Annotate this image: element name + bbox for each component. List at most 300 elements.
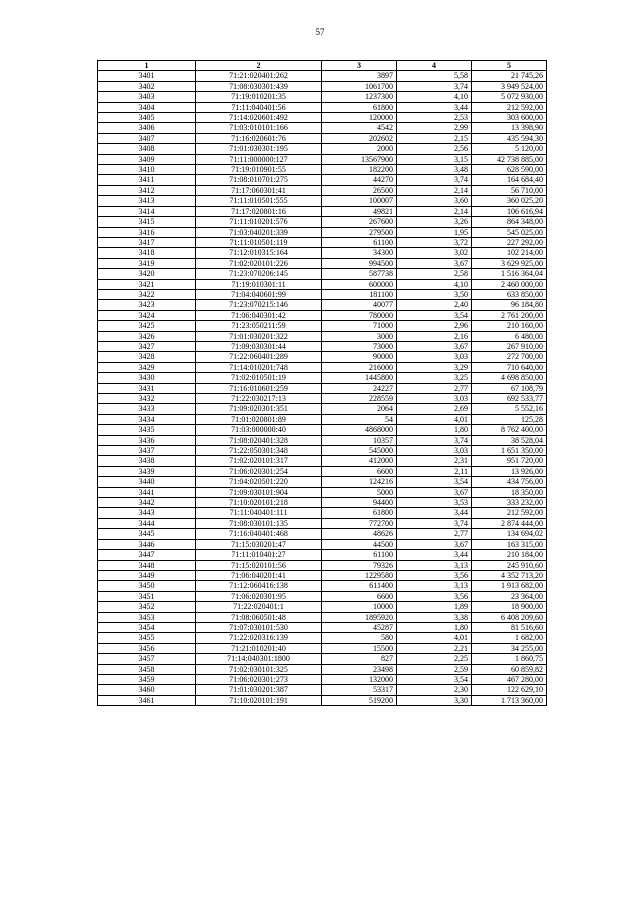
table-cell: 13 398,90 (472, 123, 547, 133)
table-cell: 3405 (98, 113, 196, 123)
table-cell: 100007 (322, 196, 397, 206)
table-cell: 210 160,00 (472, 321, 547, 331)
table-row (98, 477, 547, 487)
table-cell: 1895920 (322, 612, 397, 622)
table-cell: 71:16:020601:76 (196, 133, 322, 143)
table-cell: 10000 (322, 602, 397, 612)
table-cell: 2,21 (397, 643, 472, 653)
table-cell: 3415 (98, 217, 196, 227)
table-cell: 3413 (98, 196, 196, 206)
table-cell: 3,74 (397, 518, 472, 528)
table-cell: 227 292,00 (472, 237, 547, 247)
table-row (98, 331, 547, 341)
table-cell: 3430 (98, 373, 196, 383)
table-cell: 71:22:030217:13 (196, 394, 322, 404)
table-cell: 279500 (322, 227, 397, 237)
table-cell: 4,01 (397, 414, 472, 424)
table-cell: 44270 (322, 175, 397, 185)
table-cell: 1229580 (322, 570, 397, 580)
table-cell: 3425 (98, 321, 196, 331)
table-cell: 212 592,00 (472, 102, 547, 112)
column-header-2: 2 (196, 61, 322, 71)
table-cell: 4542 (322, 123, 397, 133)
table-row (98, 581, 547, 591)
table-cell: 2,25 (397, 654, 472, 664)
table-row (98, 695, 547, 705)
table-row (98, 175, 547, 185)
table-cell: 71:01:030301:195 (196, 144, 322, 154)
table-cell: 3424 (98, 310, 196, 320)
table-header-row (98, 61, 547, 71)
table-cell: 3446 (98, 539, 196, 549)
table-cell: 3449 (98, 570, 196, 580)
table-cell: 71:11:010501:555 (196, 196, 322, 206)
table-row (98, 487, 547, 497)
table-cell: 3450 (98, 581, 196, 591)
table-cell: 3439 (98, 466, 196, 476)
table-cell: 3428 (98, 352, 196, 362)
table-cell: 40077 (322, 300, 397, 310)
column-header-3: 3 (322, 61, 397, 71)
table-cell: 71:11:040401:56 (196, 102, 322, 112)
table-cell: 71:14:010201:748 (196, 362, 322, 372)
table-cell: 3,54 (397, 310, 472, 320)
table-cell: 2000 (322, 144, 397, 154)
table-cell: 3,67 (397, 539, 472, 549)
table-cell: 71:01:030201:322 (196, 331, 322, 341)
table-cell: 2,59 (397, 664, 472, 674)
table-cell: 34300 (322, 248, 397, 258)
table-row (98, 674, 547, 684)
table-cell: 3452 (98, 602, 196, 612)
table-cell: 3427 (98, 341, 196, 351)
table-cell: 73000 (322, 341, 397, 351)
table-cell: 71:21:020401:262 (196, 71, 322, 81)
table-cell: 3419 (98, 258, 196, 268)
table-cell: 67 108,79 (472, 383, 547, 393)
table-cell: 5 552,16 (472, 404, 547, 414)
table-row (98, 633, 547, 643)
table-cell: 3,56 (397, 591, 472, 601)
table-cell: 90000 (322, 352, 397, 362)
table-cell: 71:08:060501:48 (196, 612, 322, 622)
column-header-4: 4 (397, 61, 472, 71)
table-row (98, 227, 547, 237)
table-cell: 71:11:010501:119 (196, 237, 322, 247)
table-cell: 3403 (98, 92, 196, 102)
table-cell: 71:23:050211:59 (196, 321, 322, 331)
page-number: 57 (315, 27, 325, 37)
table-row (98, 196, 547, 206)
table-cell: 202602 (322, 133, 397, 143)
table-row (98, 685, 547, 695)
table-cell: 3432 (98, 394, 196, 404)
table-cell: 3,03 (397, 352, 472, 362)
table-cell: 1,80 (397, 622, 472, 632)
table-cell: 3429 (98, 362, 196, 372)
table-cell: 48626 (322, 529, 397, 539)
table-cell: 2 874 444,00 (472, 518, 547, 528)
table-row (98, 654, 547, 664)
table-cell: 4868000 (322, 425, 397, 435)
table-cell: 8 762 400,00 (472, 425, 547, 435)
table-cell: 1 651 350,00 (472, 446, 547, 456)
table-cell: 182200 (322, 165, 397, 175)
table-row (98, 81, 547, 91)
table-cell: 216000 (322, 362, 397, 372)
column-header-5: 5 (472, 61, 547, 71)
table-cell: 3457 (98, 654, 196, 664)
table-cell: 3421 (98, 279, 196, 289)
table-cell: 3,29 (397, 362, 472, 372)
table-cell: 71:21:010201:40 (196, 643, 322, 653)
table-cell: 49821 (322, 206, 397, 216)
table-cell: 2 460 000,00 (472, 279, 547, 289)
table-row (98, 300, 547, 310)
table-cell: 3423 (98, 300, 196, 310)
table-cell: 3,13 (397, 560, 472, 570)
table-cell: 3 629 925,00 (472, 258, 547, 268)
table-cell: 3453 (98, 612, 196, 622)
table-cell: 61800 (322, 508, 397, 518)
table-cell: 71:10:020101:191 (196, 695, 322, 705)
table-cell: 2,14 (397, 206, 472, 216)
table-row (98, 362, 547, 372)
table-cell: 71:16:010601:259 (196, 383, 322, 393)
table-cell: 3,53 (397, 498, 472, 508)
table-row (98, 602, 547, 612)
table-row (98, 508, 547, 518)
table-row (98, 383, 547, 393)
table-cell: 3406 (98, 123, 196, 133)
table-cell: 628 590,00 (472, 165, 547, 175)
table-cell: 71:06:020301:273 (196, 674, 322, 684)
table-cell: 61100 (322, 237, 397, 247)
table-cell: 3,13 (397, 581, 472, 591)
table-cell: 3,25 (397, 373, 472, 383)
table-cell: 3447 (98, 550, 196, 560)
table-cell: 71:22:020401:1 (196, 602, 322, 612)
table-cell: 24227 (322, 383, 397, 393)
table-cell: 71:22:060401:289 (196, 352, 322, 362)
table-cell: 434 756,00 (472, 477, 547, 487)
table-row (98, 446, 547, 456)
table-cell: 1,89 (397, 602, 472, 612)
table-cell: 2,58 (397, 269, 472, 279)
table-row (98, 321, 547, 331)
table-cell: 71:08:030101:135 (196, 518, 322, 528)
table-cell: 3414 (98, 206, 196, 216)
table-cell: 333 232,00 (472, 498, 547, 508)
table-cell: 2,31 (397, 456, 472, 466)
table-cell: 71:14:020601:492 (196, 113, 322, 123)
land-valuation-table (97, 60, 547, 706)
table-row (98, 560, 547, 570)
table-cell: 4 352 713,20 (472, 570, 547, 580)
table-row (98, 622, 547, 632)
table-cell: 1 713 360,00 (472, 695, 547, 705)
table-row (98, 539, 547, 549)
table-cell: 2,96 (397, 321, 472, 331)
table-cell: 3420 (98, 269, 196, 279)
column-header-1: 1 (98, 61, 196, 71)
table-cell: 18 900,00 (472, 602, 547, 612)
table-cell: 3417 (98, 237, 196, 247)
table-cell: 864 348,00 (472, 217, 547, 227)
table-cell: 4,10 (397, 279, 472, 289)
table-cell: 3,50 (397, 289, 472, 299)
table-cell: 23498 (322, 664, 397, 674)
table-cell: 3454 (98, 622, 196, 632)
table-cell: 780000 (322, 310, 397, 320)
table-cell: 181100 (322, 289, 397, 299)
table-cell: 3422 (98, 289, 196, 299)
table-cell: 2,40 (397, 300, 472, 310)
table-row (98, 404, 547, 414)
table-row (98, 373, 547, 383)
table-cell: 3456 (98, 643, 196, 653)
table-row (98, 456, 547, 466)
table-cell: 21 745,26 (472, 71, 547, 81)
table-cell: 56 710,00 (472, 185, 547, 195)
table-cell: 71:12:010315:164 (196, 248, 322, 258)
table-cell: 994500 (322, 258, 397, 268)
table-row (98, 217, 547, 227)
table-row (98, 289, 547, 299)
table-row (98, 206, 547, 216)
table-cell: 3418 (98, 248, 196, 258)
table-cell: 61100 (322, 550, 397, 560)
table-cell: 3,67 (397, 487, 472, 497)
table-row (98, 591, 547, 601)
table-cell: 10357 (322, 435, 397, 445)
table-cell: 81 516,60 (472, 622, 547, 632)
table-cell: 3442 (98, 498, 196, 508)
table-cell: 60 859,82 (472, 664, 547, 674)
table-cell: 122 629,10 (472, 685, 547, 695)
table-row (98, 435, 547, 445)
table-cell: 3448 (98, 560, 196, 570)
table-cell: 71:11:010201:576 (196, 217, 322, 227)
table-cell: 467 280,00 (472, 674, 547, 684)
table-row (98, 133, 547, 143)
table-row (98, 352, 547, 362)
table-cell: 38 528,04 (472, 435, 547, 445)
table-cell: 71:23:070215:146 (196, 300, 322, 310)
table-cell: 3,54 (397, 477, 472, 487)
table-cell: 360 025,20 (472, 196, 547, 206)
table-cell: 23 364,00 (472, 591, 547, 601)
table-cell: 18 350,00 (472, 487, 547, 497)
table-cell: 3426 (98, 331, 196, 341)
table-row (98, 144, 547, 154)
table-cell: 3,15 (397, 154, 472, 164)
table-cell: 587738 (322, 269, 397, 279)
table-cell: 3,44 (397, 508, 472, 518)
table-row (98, 643, 547, 653)
table-cell: 3,60 (397, 196, 472, 206)
table-row (98, 248, 547, 258)
table-cell: 71:01:020801:89 (196, 414, 322, 424)
table-cell: 71:02:030101:325 (196, 664, 322, 674)
table-cell: 71:19:010201:35 (196, 92, 322, 102)
table-cell: 3410 (98, 165, 196, 175)
table-cell: 5000 (322, 487, 397, 497)
table-cell: 71:06:040301:42 (196, 310, 322, 320)
table-row (98, 113, 547, 123)
table-row (98, 165, 547, 175)
table-cell: 611400 (322, 581, 397, 591)
table-cell: 71:15:030201:47 (196, 539, 322, 549)
table-row (98, 154, 547, 164)
table-cell: 96 184,80 (472, 300, 547, 310)
table-cell: 3,74 (397, 175, 472, 185)
table-cell: 3458 (98, 664, 196, 674)
table-cell: 102 214,00 (472, 248, 547, 258)
table-cell: 3434 (98, 414, 196, 424)
table-row (98, 258, 547, 268)
table-row (98, 664, 547, 674)
table-row (98, 102, 547, 112)
table-cell: 71:06:020301:95 (196, 591, 322, 601)
table-cell: 71:01:030201:387 (196, 685, 322, 695)
table-row (98, 341, 547, 351)
table-cell: 3,67 (397, 258, 472, 268)
table-cell: 71:14:040301:1800 (196, 654, 322, 664)
table-cell: 3412 (98, 185, 196, 195)
table-row (98, 518, 547, 528)
table-cell: 45287 (322, 622, 397, 632)
table-cell: 164 684,40 (472, 175, 547, 185)
table-cell: 1,80 (397, 425, 472, 435)
table-cell: 3000 (322, 331, 397, 341)
table-cell: 71:17:020801:16 (196, 206, 322, 216)
table-cell: 125,28 (472, 414, 547, 424)
table-row (98, 425, 547, 435)
table-cell: 303 600,00 (472, 113, 547, 123)
table-cell: 71:12:060416:138 (196, 581, 322, 591)
table-row (98, 310, 547, 320)
table-cell: 6 408 209,60 (472, 612, 547, 622)
table-row (98, 185, 547, 195)
table-cell: 71:23:070206:145 (196, 269, 322, 279)
table-cell: 2,99 (397, 123, 472, 133)
table-cell: 519200 (322, 695, 397, 705)
table-cell: 3443 (98, 508, 196, 518)
table-row (98, 550, 547, 560)
table-cell: 1 682,00 (472, 633, 547, 643)
table-row (98, 466, 547, 476)
table-cell: 26500 (322, 185, 397, 195)
table-cell: 53317 (322, 685, 397, 695)
table-cell: 71:17:060301:41 (196, 185, 322, 195)
table-cell: 1 516 364,04 (472, 269, 547, 279)
table-cell: 3,02 (397, 248, 472, 258)
table-row (98, 92, 547, 102)
table-row (98, 570, 547, 580)
table-cell: 2 761 200,00 (472, 310, 547, 320)
table-cell: 13 926,00 (472, 466, 547, 476)
table-cell: 44500 (322, 539, 397, 549)
table-cell: 3,48 (397, 165, 472, 175)
table-cell: 1237300 (322, 92, 397, 102)
table-cell: 120000 (322, 113, 397, 123)
table-cell: 2,77 (397, 529, 472, 539)
table-cell: 71:08:030301:439 (196, 81, 322, 91)
table-cell: 71:08:010701:275 (196, 175, 322, 185)
table-cell: 71:10:020101:218 (196, 498, 322, 508)
table-cell: 71:11:040401:111 (196, 508, 322, 518)
table-cell: 71:04:020501:220 (196, 477, 322, 487)
table-cell: 692 533,77 (472, 394, 547, 404)
table-cell: 3,67 (397, 341, 472, 351)
table-row (98, 71, 547, 81)
table-cell: 3436 (98, 435, 196, 445)
table-cell: 600000 (322, 279, 397, 289)
table-cell: 3,54 (397, 674, 472, 684)
table-cell: 15500 (322, 643, 397, 653)
table-cell: 267 910,00 (472, 341, 547, 351)
table-cell: 2,69 (397, 404, 472, 414)
table-cell: 71:08:020401:328 (196, 435, 322, 445)
table-cell: 3 949 524,00 (472, 81, 547, 91)
table-cell: 2064 (322, 404, 397, 414)
table-row (98, 414, 547, 424)
table-cell: 71:02:020101:317 (196, 456, 322, 466)
table-cell: 3451 (98, 591, 196, 601)
table-cell: 5,58 (397, 71, 472, 81)
table-cell: 3416 (98, 227, 196, 237)
table-cell: 1 860,75 (472, 654, 547, 664)
table-cell: 3,72 (397, 237, 472, 247)
table-cell: 71:22:020316:139 (196, 633, 322, 643)
table-cell: 3460 (98, 685, 196, 695)
table-cell: 545 025,00 (472, 227, 547, 237)
table-cell: 71:03:040201:339 (196, 227, 322, 237)
table-cell: 71:02:010501:19 (196, 373, 322, 383)
table-cell: 4,01 (397, 633, 472, 643)
table-row (98, 529, 547, 539)
table-cell: 3437 (98, 446, 196, 456)
table-cell: 545000 (322, 446, 397, 456)
table-row (98, 612, 547, 622)
table-cell: 245 910,60 (472, 560, 547, 570)
table-cell: 2,16 (397, 331, 472, 341)
table-cell: 94400 (322, 498, 397, 508)
table-cell: 435 594,30 (472, 133, 547, 143)
table-cell: 2,53 (397, 113, 472, 123)
table-row (98, 498, 547, 508)
table-cell: 1061700 (322, 81, 397, 91)
table-cell: 3402 (98, 81, 196, 91)
table-cell: 3,26 (397, 217, 472, 227)
table-cell: 3,74 (397, 435, 472, 445)
table-cell: 3,56 (397, 570, 472, 580)
table-cell: 1 913 682,00 (472, 581, 547, 591)
table-cell: 1445800 (322, 373, 397, 383)
table-cell: 3411 (98, 175, 196, 185)
table-cell: 3440 (98, 477, 196, 487)
table-cell: 3,30 (397, 695, 472, 705)
table-cell: 13567900 (322, 154, 397, 164)
table-row (98, 237, 547, 247)
table-cell: 3,38 (397, 612, 472, 622)
table-cell: 4,10 (397, 92, 472, 102)
table-cell: 3431 (98, 383, 196, 393)
table-cell: 42 738 885,00 (472, 154, 547, 164)
table-cell: 71:07:030101:530 (196, 622, 322, 632)
table-cell: 71:09:030301:44 (196, 341, 322, 351)
